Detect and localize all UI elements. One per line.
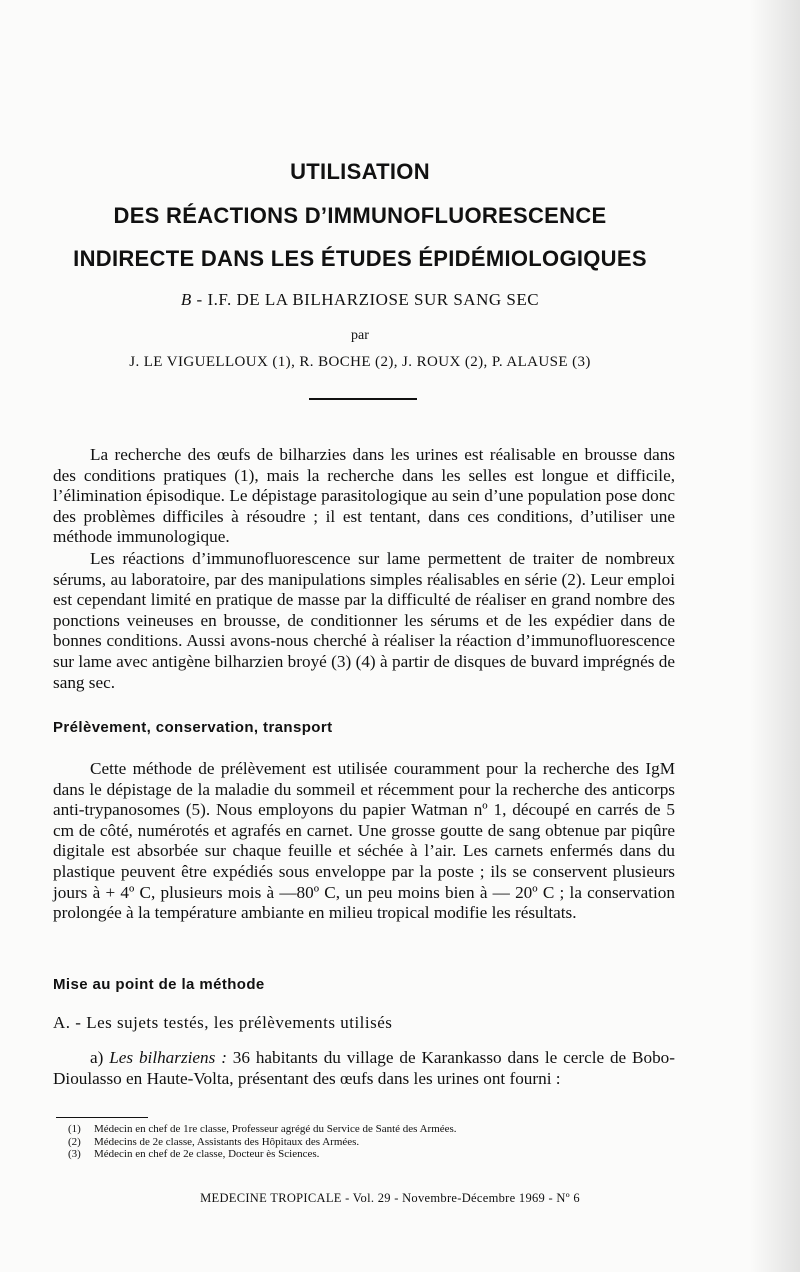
paragraph-text: La recherche des œufs de bilharzies dans les urines est réalisable en brousse dans des conditions pratiques (1), mais la recherche dans les selles est longue et difficile, l’élimination épisodique. Le dépistage parasitologique au sein d’une population pose donc des problèmes difficiles à résoudre ; il est tentant, dans ces conditions, d’utiliser une méthode immunologique.: [53, 445, 675, 547]
paragraph-text: Les réactions d’immunofluorescence sur lame permettent de traiter de nombreux sérums, au laboratoire, par des manipulations simples réalisables en série (2). Leur emploi est cependant limité en pratique de masse par la difficulté de réaliser en grand nombre des ponctions veineuses en brousse, de conditionner les sérums et de les expédier dans de bonnes conditions. Aussi avons-nous cherché à réaliser la réaction d’immunofluorescence sur lame avec antigène bilharzien broyé (3) (4) à partir de disques de buvard imprégnés de sang sec.: [53, 549, 675, 692]
section-heading-methode: Mise au point de la méthode: [53, 976, 265, 993]
page-edge-shadow: [750, 0, 800, 1272]
title-divider: [309, 398, 417, 400]
footnote-1: [68, 1123, 654, 1136]
paragraph-text: Cette méthode de prélèvement est utilisée couramment pour la recherche des IgM dans le dépistage de la maladie du sommeil et récemment pour la recherche des anticorps anti-trypanosomes (5). Nous employons du papier Watman nº 1, découpé en carrés de 5 cm de côté, numérotés et agrafés en carnet. Une grosse goutte de sang obtenue par piqûre digitale est absorbée sur chaque feuille et séchée à l’air. Les carnets enfermés dans du plastique peuvent être expédiés sous enveloppe par la poste ; ils se conservent plusieurs jours à + 4º C, plusieurs mois à —80º C, un peu moins bien à — 20º C ; la conservation prolongée à la température ambiante en milieu tropical modifie les résultats.: [53, 759, 675, 923]
intro-paragraph-1: [53, 445, 675, 548]
authors: J. LE VIGUELLOUX (1), R. BOCHE (2), J. ROUX (2), P. ALAUSE (3): [129, 354, 591, 370]
item-label: Les bilharziens :: [109, 1048, 227, 1067]
footnote-text: Médecin en chef de 2e classe, Docteur ès Sciences.: [94, 1148, 320, 1160]
footnote-3: [68, 1148, 654, 1161]
journal-footer: MEDECINE TROPICALE - Vol. 29 - Novembre-Décembre 1969 - Nº 6: [200, 1191, 580, 1205]
footnote-number: (3): [68, 1148, 81, 1160]
footnote-2: [68, 1135, 654, 1149]
footnote-text: Médecins de 2e classe, Assistants des Hôpitaux des Armées.: [94, 1135, 360, 1148]
item-prefix: a): [90, 1048, 110, 1067]
item-text: 36 habitants du village de Karankasso dans le cercle de Bobo-Dioulasso en Haute-Volta, présentant des œufs dans les urines ont fourni :: [53, 1048, 676, 1088]
bilharziens-paragraph: [53, 1048, 675, 1089]
title-line-3: INDIRECTE DANS LES ÉTUDES ÉPIDÉMIOLOGIQUES: [73, 246, 647, 271]
footnote-number: (2): [68, 1135, 81, 1148]
title-line-1: UTILISATION: [290, 159, 430, 184]
intro-paragraph-2: [53, 549, 675, 693]
footnote-divider: [56, 1117, 148, 1118]
title-line-2: DES RÉACTIONS D’IMMUNOFLUORESCENCE: [113, 203, 607, 228]
subtitle: [40, 290, 680, 310]
byline: par: [351, 328, 369, 343]
footnotes: [68, 1123, 654, 1161]
subtitle-text: - I.F. DE LA BILHARZIOSE SUR SANG SEC: [191, 290, 540, 309]
footnote-text: Médecin en chef de 1re classe, Professeur agrégé du Service de Santé des Armées.: [94, 1123, 457, 1135]
subsection-heading-a: A. - Les sujets testés, les prélèvements utilisés: [53, 1013, 393, 1032]
section-heading-prelevement: Prélèvement, conservation, transport: [53, 719, 333, 736]
footnote-number: (1): [68, 1123, 81, 1135]
subtitle-prefix: B: [180, 290, 192, 309]
prelevement-paragraph: [53, 759, 675, 924]
